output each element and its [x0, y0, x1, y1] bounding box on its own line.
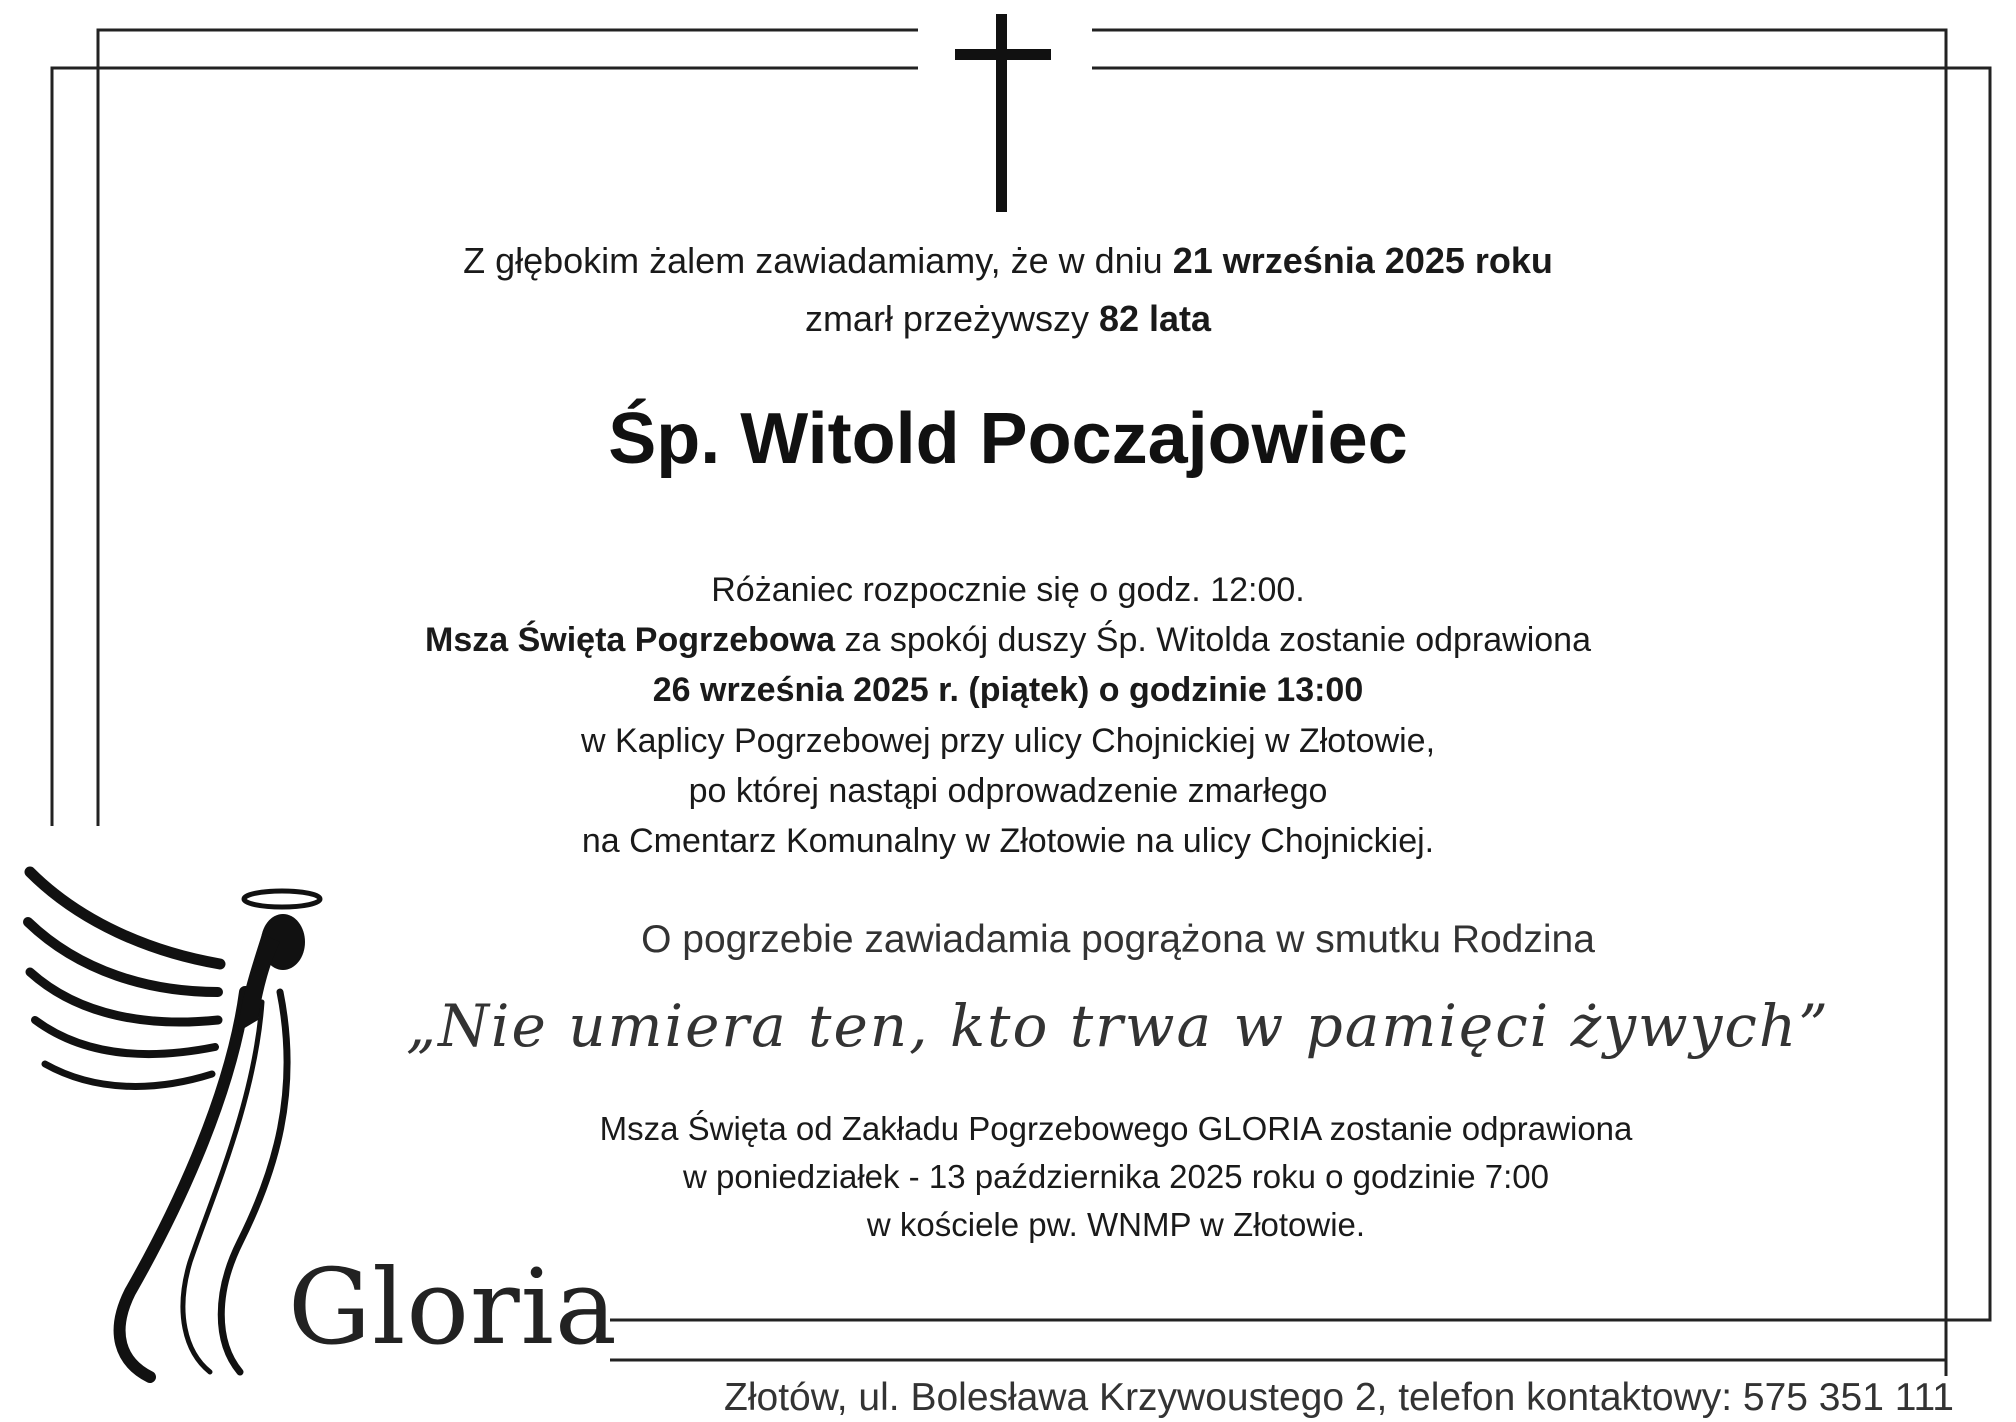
- death-date: 21 września 2025 roku: [1172, 240, 1553, 281]
- age-line: [0, 298, 2016, 340]
- deceased-name: Śp. Witold Poczajowiec: [608, 399, 1408, 479]
- memorial-quote: „Nie umiera ten, kto trwa w pamięci żywych”: [406, 992, 1830, 1060]
- procession-line: po której nastąpi odprowadzenie zmarłego: [688, 772, 1328, 810]
- announcement-line: [0, 240, 2016, 282]
- mass-title: Msza Święta Pogrzebowa: [425, 621, 836, 659]
- rosary-line: Różaniec rozpocznie się o godz. 12:00.: [711, 571, 1305, 609]
- chapel-line: w Kaplicy Pogrzebowej przy ulicy Chojnickiej w Złotowie,: [580, 722, 1436, 760]
- cross-icon: [955, 14, 1051, 212]
- gloria-mass-line-1: Msza Święta od Zakładu Pogrzebowego GLORIA zostanie odprawiona: [599, 1110, 1633, 1147]
- cemetery-line: na Cmentarz Komunalny w Złotowie na ulicy Chojnickiej.: [581, 822, 1435, 860]
- logo-text: Gloria: [288, 1246, 618, 1368]
- gloria-mass-line-2: w poniedziałek - 13 października 2025 roku o godzinie 7:00: [683, 1158, 1549, 1195]
- gloria-mass-line-3: w kościele pw. WNMP w Złotowie.: [866, 1206, 1366, 1243]
- mass-date-time: 26 września 2025 r. (piątek) o godzinie 13:00: [652, 671, 1364, 709]
- announcement-text: Z głębokim żalem zawiadamiamy, że w dniu: [463, 240, 1173, 281]
- mass-line: [0, 621, 2016, 660]
- family-line: O pogrzebie zawiadamia pogrążona w smutku Rodzina: [641, 918, 1595, 961]
- footer-address: Złotów, ul. Bolesława Krzywoustego 2, telefon kontaktowy: 575 351 111: [724, 1376, 1954, 1419]
- age-value: 82 lata: [1098, 298, 1212, 339]
- mass-text: za spokój duszy Śp. Witolda zostanie odprawiona: [835, 621, 1591, 659]
- age-text: zmarł przeżywszy: [804, 298, 1099, 339]
